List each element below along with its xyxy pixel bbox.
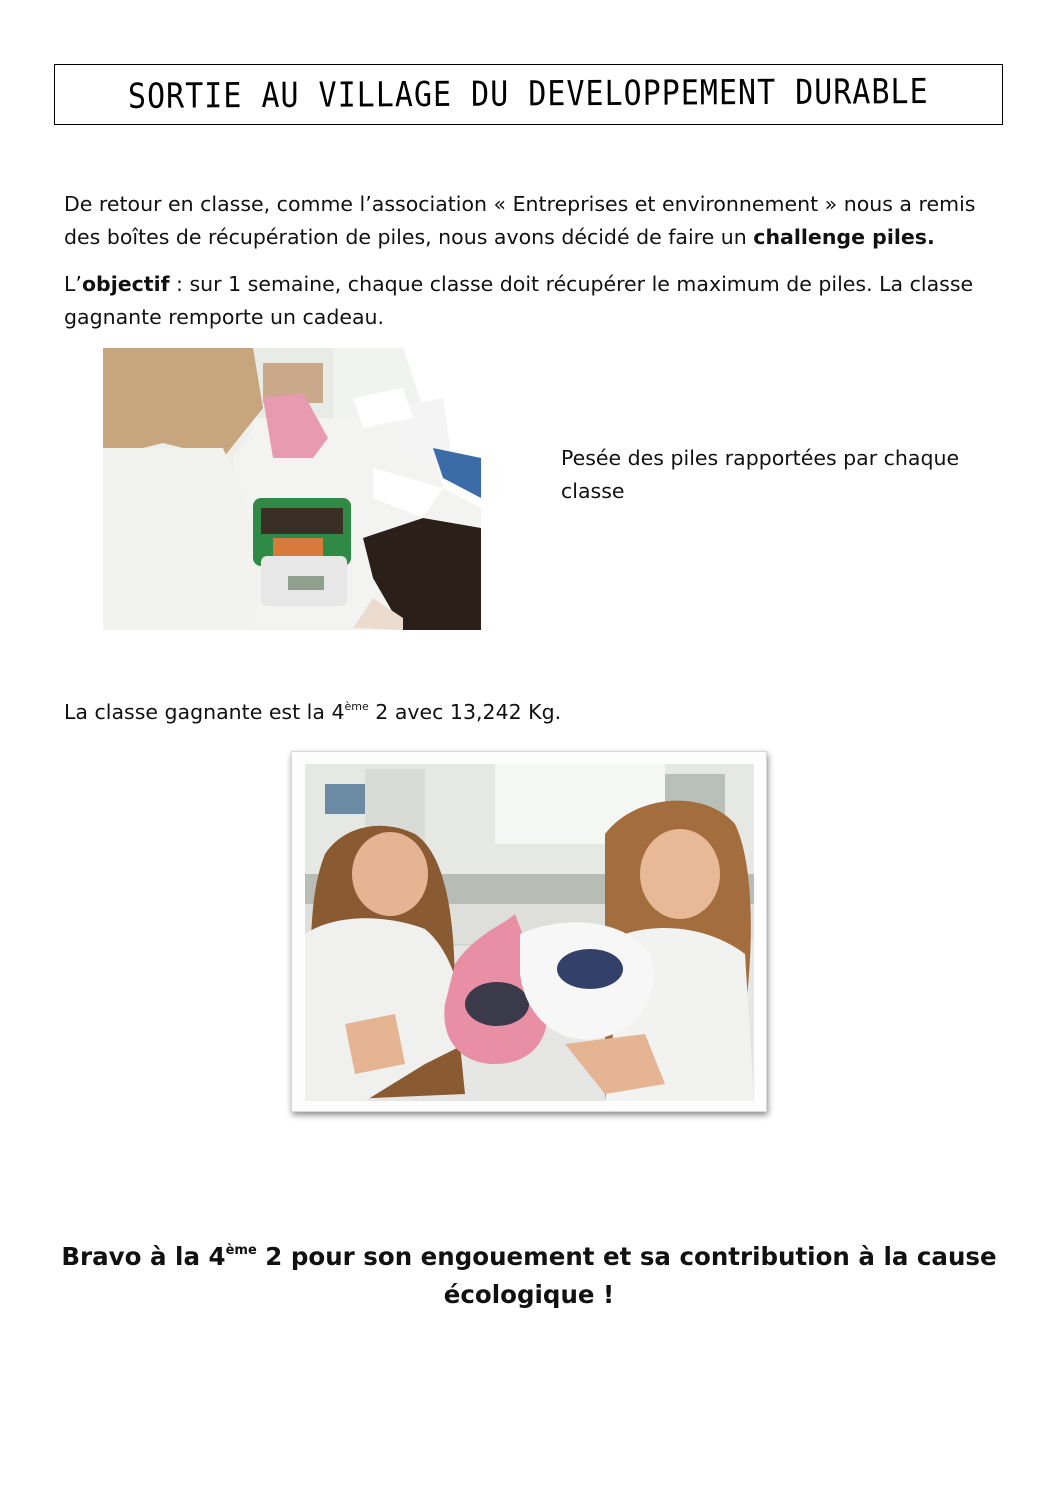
objective-text: : sur 1 semaine, chaque classe doit récupérer le maximum de piles. La classe gagnante remporte un cadeau.: [64, 272, 974, 329]
photo-frame-winners: [291, 751, 767, 1112]
photo-battery-weighing: [103, 348, 481, 630]
photo-battery-weighing-illustration: [103, 348, 481, 630]
photo-winners-illustration: [305, 764, 754, 1101]
winner-before: La classe gagnante est la 4: [64, 700, 345, 724]
intro-bold: challenge piles.: [753, 225, 935, 249]
objective-prefix: L’: [64, 272, 82, 296]
winner-sup: ème: [344, 700, 369, 713]
winner-paragraph: [64, 696, 994, 729]
page-title: SORTIE AU VILLAGE DU DEVELOPPEMENT DURABLE: [128, 71, 929, 118]
objective-bold: objectif: [81, 272, 170, 296]
closing-sup: ème: [225, 1243, 257, 1258]
photo1-caption: Pesée des piles rapportées par chaque classe: [561, 446, 960, 503]
intro-paragraph: [64, 188, 994, 254]
closing-before: Bravo à la 4: [61, 1242, 226, 1271]
photo-winners: [305, 764, 754, 1101]
closing-statement: [60, 1238, 998, 1314]
intro-text: De retour en classe, comme l’association « Entreprises et environnement » nous a remis des boîtes de récupération de piles, nous avons décidé de faire un: [64, 192, 976, 249]
objective-paragraph: [64, 268, 994, 334]
winner-after: 2 avec 13,242 Kg.: [368, 700, 562, 724]
closing-after: 2 pour son engouement et sa contribution à la cause écologique !: [256, 1242, 997, 1309]
title-box: [54, 64, 1003, 125]
